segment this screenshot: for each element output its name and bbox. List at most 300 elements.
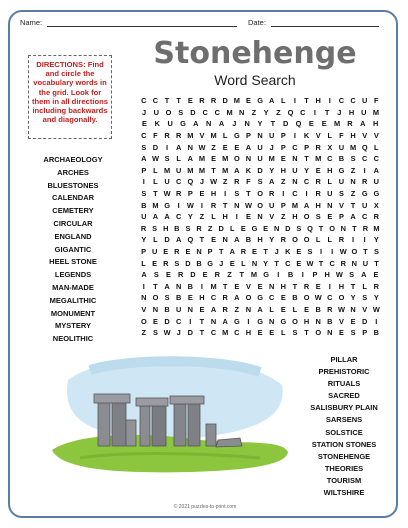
grid-letter[interactable]: E <box>269 328 275 338</box>
grid-letter[interactable]: D <box>164 316 170 326</box>
grid-letter[interactable]: O <box>233 154 240 164</box>
grid-letter[interactable]: U <box>164 177 170 187</box>
grid-letter[interactable]: H <box>350 131 356 141</box>
grid-letter[interactable]: P <box>362 328 368 338</box>
grid-letter[interactable]: E <box>321 119 327 129</box>
grid-letter[interactable]: B <box>174 223 180 233</box>
grid-letter[interactable]: L <box>269 304 274 314</box>
grid-letter[interactable]: M <box>268 154 275 164</box>
grid-letter[interactable]: K <box>303 131 310 141</box>
grid-letter[interactable]: A <box>229 247 235 257</box>
grid-letter[interactable]: R <box>234 177 240 187</box>
grid-letter[interactable]: J <box>199 177 204 187</box>
grid-letter[interactable]: H <box>280 281 286 291</box>
grid-letter[interactable]: G <box>164 200 170 210</box>
grid-letter[interactable]: L <box>222 131 228 141</box>
grid-letter[interactable]: F <box>374 96 379 106</box>
grid-letter[interactable]: E <box>308 119 314 129</box>
grid-letter[interactable]: A <box>360 119 366 129</box>
grid-letter[interactable]: Y <box>304 165 310 175</box>
grid-letter[interactable]: G <box>373 189 380 199</box>
grid-letter[interactable]: P <box>280 131 286 141</box>
grid-letter[interactable]: E <box>252 247 257 257</box>
grid-letter[interactable]: N <box>269 281 275 291</box>
grid-letter[interactable]: H <box>199 293 205 303</box>
grid-letter[interactable]: G <box>257 293 263 303</box>
grid-letter[interactable]: E <box>234 142 240 152</box>
grid-letter[interactable]: Z <box>281 177 286 187</box>
grid-letter[interactable]: O <box>303 293 310 303</box>
grid-letter[interactable]: Z <box>207 223 213 233</box>
grid-letter[interactable]: I <box>328 281 331 291</box>
grid-letter[interactable]: D <box>187 328 193 338</box>
grid-letter[interactable]: E <box>315 165 321 175</box>
grid-letter[interactable]: N <box>327 328 333 338</box>
grid-letter[interactable]: I <box>282 189 285 199</box>
grid-letter[interactable]: A <box>164 281 170 291</box>
grid-letter[interactable]: Y <box>141 235 147 245</box>
grid-letter[interactable]: H <box>292 212 298 222</box>
grid-letter[interactable]: L <box>153 177 158 187</box>
grid-letter[interactable]: T <box>164 96 170 106</box>
grid-letter[interactable]: R <box>214 270 220 280</box>
grid-letter[interactable]: G <box>180 119 186 129</box>
grid-letter[interactable]: U <box>176 304 182 314</box>
grid-letter[interactable]: E <box>229 258 235 268</box>
grid-letter[interactable]: C <box>176 212 182 222</box>
grid-letter[interactable]: C <box>210 293 217 303</box>
grid-letter[interactable]: R <box>164 131 170 141</box>
grid-letter[interactable]: I <box>166 142 169 152</box>
grid-letter[interactable]: I <box>224 189 227 199</box>
grid-letter[interactable]: N <box>269 316 275 326</box>
grid-letter[interactable]: Y <box>269 235 275 245</box>
date-field[interactable] <box>271 19 379 27</box>
grid-letter[interactable]: O <box>140 316 147 326</box>
grid-letter[interactable]: E <box>263 223 269 233</box>
grid-letter[interactable]: P <box>187 189 193 199</box>
grid-letter[interactable]: W <box>151 154 159 164</box>
grid-letter[interactable]: L <box>211 212 216 222</box>
grid-letter[interactable]: E <box>185 247 191 257</box>
grid-letter[interactable]: M <box>163 165 171 175</box>
grid-letter[interactable]: C <box>329 258 335 268</box>
grid-letter[interactable]: U <box>373 177 379 187</box>
grid-letter[interactable]: A <box>234 293 240 303</box>
grid-letter[interactable]: T <box>199 316 205 326</box>
grid-letter[interactable]: I <box>177 200 180 210</box>
grid-letter[interactable]: C <box>292 142 298 152</box>
grid-letter[interactable]: W <box>314 293 322 303</box>
grid-letter[interactable]: L <box>241 258 246 268</box>
grid-letter[interactable]: I <box>293 131 296 141</box>
grid-letter[interactable]: C <box>234 328 240 338</box>
grid-letter[interactable]: O <box>315 328 322 338</box>
grid-letter[interactable]: N <box>351 258 357 268</box>
grid-letter[interactable]: A <box>176 142 182 152</box>
grid-letter[interactable]: H <box>315 96 321 106</box>
grid-letter[interactable]: U <box>153 107 159 117</box>
grid-letter[interactable]: Y <box>350 293 356 303</box>
grid-letter[interactable]: R <box>373 281 379 291</box>
grid-letter[interactable]: M <box>333 119 341 129</box>
grid-letter[interactable]: A <box>152 212 159 222</box>
grid-letter[interactable]: O <box>245 293 252 303</box>
grid-letter[interactable]: N <box>251 258 258 268</box>
grid-letter[interactable]: M <box>152 200 159 210</box>
grid-letter[interactable]: I <box>313 107 316 117</box>
grid-letter[interactable]: U <box>338 177 345 187</box>
grid-letter[interactable]: W <box>372 304 380 314</box>
grid-letter[interactable]: I <box>301 270 304 280</box>
grid-letter[interactable]: P <box>338 212 344 222</box>
grid-letter[interactable]: C <box>176 316 182 326</box>
grid-letter[interactable]: T <box>199 328 205 338</box>
grid-letter[interactable]: S <box>350 328 356 338</box>
grid-letter[interactable]: M <box>372 107 380 117</box>
grid-letter[interactable]: I <box>375 316 378 326</box>
grid-letter[interactable]: R <box>210 96 217 106</box>
grid-letter[interactable]: W <box>198 142 206 152</box>
grid-letter[interactable]: U <box>361 107 367 117</box>
grid-letter[interactable]: D <box>218 223 224 233</box>
grid-letter[interactable]: A <box>193 119 199 129</box>
grid-letter[interactable]: C <box>327 293 333 303</box>
grid-letter[interactable]: T <box>239 270 244 280</box>
grid-letter[interactable]: F <box>339 131 344 141</box>
grid-letter[interactable]: E <box>327 212 333 222</box>
grid-letter[interactable]: O <box>303 212 310 222</box>
grid-letter[interactable]: M <box>187 131 194 141</box>
grid-letter[interactable]: N <box>205 119 212 129</box>
grid-letter[interactable]: U <box>167 119 173 129</box>
grid-letter[interactable]: L <box>315 235 321 245</box>
grid-letter[interactable]: G <box>233 316 240 326</box>
grid-letter[interactable]: A <box>373 165 379 175</box>
grid-letter[interactable]: S <box>164 293 170 303</box>
grid-letter[interactable]: F <box>153 131 158 141</box>
grid-letter[interactable]: Y <box>257 119 263 129</box>
grid-letter[interactable]: I <box>363 235 366 245</box>
grid-letter[interactable]: Q <box>295 119 302 129</box>
grid-letter[interactable]: E <box>187 293 193 303</box>
grid-letter[interactable]: Z <box>141 328 147 338</box>
grid-letter[interactable]: C <box>210 328 217 338</box>
grid-letter[interactable]: A <box>141 154 147 164</box>
grid-letter[interactable]: T <box>318 258 324 268</box>
grid-letter[interactable]: U <box>257 154 263 164</box>
grid-letter[interactable]: N <box>350 177 356 187</box>
grid-letter[interactable]: R <box>338 235 345 245</box>
grid-letter[interactable]: N <box>257 212 263 222</box>
grid-letter[interactable]: E <box>211 154 217 164</box>
grid-letter[interactable]: T <box>324 107 330 117</box>
grid-letter[interactable]: S <box>315 212 321 222</box>
grid-letter[interactable]: A <box>350 212 356 222</box>
grid-letter[interactable]: W <box>306 258 314 268</box>
grid-letter[interactable]: D <box>283 119 289 129</box>
grid-letter[interactable]: A <box>361 270 367 280</box>
grid-letter[interactable]: E <box>280 154 286 164</box>
grid-letter[interactable]: D <box>257 165 263 175</box>
grid-letter[interactable]: Z <box>222 177 228 187</box>
grid-letter[interactable]: C <box>362 154 368 164</box>
grid-letter[interactable]: S <box>234 189 240 199</box>
grid-letter[interactable]: O <box>303 235 310 245</box>
grid-letter[interactable]: H <box>324 270 330 280</box>
grid-letter[interactable]: V <box>362 131 368 141</box>
grid-letter[interactable]: N <box>244 119 250 129</box>
grid-letter[interactable]: S <box>296 223 302 233</box>
grid-letter[interactable]: K <box>245 165 252 175</box>
grid-letter[interactable]: T <box>270 119 276 129</box>
grid-letter[interactable]: E <box>245 96 251 106</box>
grid-letter[interactable]: S <box>174 258 180 268</box>
grid-letter[interactable]: J <box>337 107 342 117</box>
grid-letter[interactable]: N <box>176 281 182 291</box>
grid-letter[interactable]: N <box>350 304 356 314</box>
grid-letter[interactable]: C <box>338 96 345 106</box>
grid-letter[interactable]: N <box>257 131 263 141</box>
grid-letter[interactable]: S <box>292 328 298 338</box>
grid-letter[interactable]: V <box>269 212 275 222</box>
grid-letter[interactable]: L <box>281 96 286 106</box>
grid-letter[interactable]: N <box>245 304 252 314</box>
grid-letter[interactable]: T <box>350 200 356 210</box>
grid-letter[interactable]: L <box>176 154 181 164</box>
grid-letter[interactable]: I <box>352 235 355 245</box>
grid-letter[interactable]: N <box>340 223 346 233</box>
grid-letter[interactable]: A <box>234 165 240 175</box>
grid-letter[interactable]: C <box>269 293 275 303</box>
grid-letter[interactable]: U <box>362 258 369 268</box>
grid-letter[interactable]: U <box>269 131 275 141</box>
grid-letter[interactable]: T <box>304 96 309 106</box>
grid-letter[interactable]: W <box>163 189 171 199</box>
grid-letter[interactable]: P <box>280 142 286 152</box>
grid-letter[interactable]: T <box>176 96 181 106</box>
grid-letter[interactable]: M <box>222 165 229 175</box>
grid-letter[interactable]: E <box>234 281 240 291</box>
grid-letter[interactable]: L <box>327 177 333 187</box>
grid-letter[interactable]: Z <box>199 212 205 222</box>
grid-letter[interactable]: N <box>187 142 193 152</box>
grid-letter[interactable]: H <box>163 223 169 233</box>
grid-letter[interactable]: D <box>222 96 228 106</box>
grid-letter[interactable]: S <box>164 154 170 164</box>
grid-letter[interactable]: T <box>350 281 356 291</box>
grid-letter[interactable]: U <box>269 200 275 210</box>
grid-letter[interactable]: S <box>350 154 356 164</box>
grid-letter[interactable]: U <box>292 165 298 175</box>
grid-letter[interactable]: H <box>210 189 217 199</box>
grid-letter[interactable]: A <box>269 177 275 187</box>
grid-letter[interactable]: P <box>141 247 147 257</box>
grid-letter[interactable]: Z <box>281 212 286 222</box>
grid-letter[interactable]: T <box>304 154 309 164</box>
grid-letter[interactable]: M <box>222 328 229 338</box>
grid-letter[interactable]: L <box>281 328 286 338</box>
grid-letter[interactable]: M <box>222 154 229 164</box>
grid-letter[interactable]: I <box>331 247 334 257</box>
grid-letter[interactable]: Z <box>251 107 257 117</box>
grid-letter[interactable]: N <box>196 247 202 257</box>
grid-letter[interactable]: B <box>292 293 298 303</box>
grid-letter[interactable]: L <box>327 131 333 141</box>
grid-letter[interactable]: R <box>315 142 321 152</box>
grid-letter[interactable]: E <box>257 281 263 291</box>
grid-letter[interactable]: U <box>151 247 158 257</box>
grid-letter[interactable]: W <box>337 304 345 314</box>
grid-letter[interactable]: C <box>300 107 306 117</box>
grid-letter[interactable]: T <box>274 258 279 268</box>
grid-letter[interactable]: Q <box>187 177 194 187</box>
grid-letter[interactable]: O <box>257 200 263 210</box>
grid-letter[interactable]: N <box>292 177 298 187</box>
grid-letter[interactable]: C <box>202 107 208 117</box>
grid-letter[interactable]: Y <box>263 107 269 117</box>
grid-letter[interactable]: Z <box>350 189 356 199</box>
grid-letter[interactable]: J <box>176 328 181 338</box>
grid-letter[interactable]: I <box>247 316 250 326</box>
grid-letter[interactable]: W <box>186 200 194 210</box>
grid-letter[interactable]: N <box>245 154 252 164</box>
grid-letter[interactable]: R <box>222 304 228 314</box>
grid-letter[interactable]: G <box>257 96 263 106</box>
grid-letter[interactable]: C <box>214 107 220 117</box>
grid-letter[interactable]: I <box>277 270 280 280</box>
grid-letter[interactable]: V <box>373 131 379 141</box>
grid-letter[interactable]: R <box>315 177 321 187</box>
grid-letter[interactable]: A <box>187 154 193 164</box>
grid-letter[interactable]: I <box>328 96 331 106</box>
grid-letter[interactable]: X <box>327 142 333 152</box>
grid-letter[interactable]: B <box>141 200 147 210</box>
grid-letter[interactable]: T <box>263 247 268 257</box>
grid-letter[interactable]: H <box>315 200 321 210</box>
grid-letter[interactable]: R <box>178 270 184 280</box>
grid-letter[interactable]: J <box>219 258 224 268</box>
grid-letter[interactable]: I <box>305 189 308 199</box>
grid-letter[interactable]: S <box>153 270 159 280</box>
grid-letter[interactable]: A <box>210 304 217 314</box>
grid-letter[interactable]: V <box>362 304 368 314</box>
grid-letter[interactable]: S <box>374 247 379 257</box>
grid-letter[interactable]: R <box>315 189 321 199</box>
grid-letter[interactable]: M <box>315 154 322 164</box>
grid-letter[interactable]: E <box>296 247 302 257</box>
grid-letter[interactable]: L <box>292 304 298 314</box>
grid-letter[interactable]: E <box>304 304 310 314</box>
grid-letter[interactable]: B <box>338 154 345 164</box>
grid-letter[interactable]: E <box>152 316 158 326</box>
grid-letter[interactable]: T <box>318 223 324 233</box>
grid-letter[interactable]: N <box>239 107 245 117</box>
grid-letter[interactable]: A <box>218 119 225 129</box>
grid-letter[interactable]: T <box>374 258 379 268</box>
grid-letter[interactable]: I <box>200 281 203 291</box>
grid-letter[interactable]: N <box>152 304 159 314</box>
grid-letter[interactable]: E <box>211 235 217 245</box>
grid-letter[interactable]: I <box>142 281 145 291</box>
grid-letter[interactable]: T <box>363 247 368 257</box>
grid-letter[interactable]: E <box>152 258 158 268</box>
grid-letter[interactable]: M <box>226 107 233 117</box>
grid-letter[interactable]: Q <box>187 235 194 245</box>
grid-letter[interactable]: Z <box>276 107 281 117</box>
grid-letter[interactable]: C <box>373 154 379 164</box>
grid-letter[interactable]: K <box>285 247 291 257</box>
grid-letter[interactable]: G <box>280 316 287 326</box>
grid-letter[interactable]: T <box>222 281 228 291</box>
grid-letter[interactable]: O <box>152 293 159 303</box>
grid-letter[interactable]: S <box>178 107 184 117</box>
grid-letter[interactable]: E <box>280 293 286 303</box>
grid-letter[interactable]: I <box>189 316 192 326</box>
grid-letter[interactable]: H <box>257 235 263 245</box>
grid-letter[interactable]: A <box>269 96 275 106</box>
grid-letter[interactable]: T <box>218 247 224 257</box>
grid-letter[interactable]: P <box>312 270 318 280</box>
grid-letter[interactable]: H <box>348 107 355 117</box>
grid-letter[interactable]: C <box>285 258 291 268</box>
grid-letter[interactable]: A <box>141 270 147 280</box>
grid-letter[interactable]: A <box>234 235 240 245</box>
grid-letter[interactable]: L <box>153 165 158 175</box>
grid-letter[interactable]: U <box>362 200 368 210</box>
grid-letter[interactable]: T <box>153 189 158 199</box>
grid-letter[interactable]: L <box>374 142 379 152</box>
grid-letter[interactable]: A <box>164 212 170 222</box>
grid-letter[interactable]: U <box>362 96 368 106</box>
grid-letter[interactable]: E <box>240 223 246 233</box>
grid-letter[interactable]: B <box>327 316 333 326</box>
grid-letter[interactable]: R <box>280 235 286 245</box>
grid-letter[interactable]: V <box>315 131 321 141</box>
name-field[interactable] <box>47 19 237 27</box>
grid-letter[interactable]: Y <box>269 165 275 175</box>
grid-letter[interactable]: T <box>222 200 228 210</box>
grid-letter[interactable]: N <box>234 200 240 210</box>
grid-letter[interactable]: H <box>303 316 310 326</box>
grid-letter[interactable]: Q <box>287 107 294 117</box>
grid-letter[interactable]: C <box>303 177 310 187</box>
grid-letter[interactable]: S <box>307 247 313 257</box>
grid-letter[interactable]: P <box>207 247 213 257</box>
grid-letter[interactable]: B <box>373 328 379 338</box>
grid-letter[interactable]: R <box>347 119 353 129</box>
grid-letter[interactable]: S <box>152 328 158 338</box>
grid-letter[interactable]: C <box>327 154 333 164</box>
grid-letter[interactable]: R <box>176 189 182 199</box>
grid-letter[interactable]: E <box>245 212 251 222</box>
grid-letter[interactable]: R <box>222 293 228 303</box>
grid-letter[interactable]: B <box>176 293 182 303</box>
grid-letter[interactable]: R <box>362 177 368 187</box>
grid-letter[interactable]: A <box>222 316 228 326</box>
grid-letter[interactable]: N <box>222 235 228 245</box>
grid-letter[interactable]: G <box>251 223 258 233</box>
grid-letter[interactable]: C <box>362 212 368 222</box>
grid-letter[interactable]: Z <box>211 142 216 152</box>
grid-letter[interactable]: I <box>320 247 323 257</box>
grid-letter[interactable]: T <box>153 281 158 291</box>
grid-letter[interactable]: G <box>207 258 213 268</box>
grid-letter[interactable]: M <box>198 154 206 164</box>
grid-letter[interactable]: C <box>176 177 182 187</box>
grid-letter[interactable]: L <box>362 281 367 291</box>
grid-letter[interactable]: U <box>141 212 147 222</box>
